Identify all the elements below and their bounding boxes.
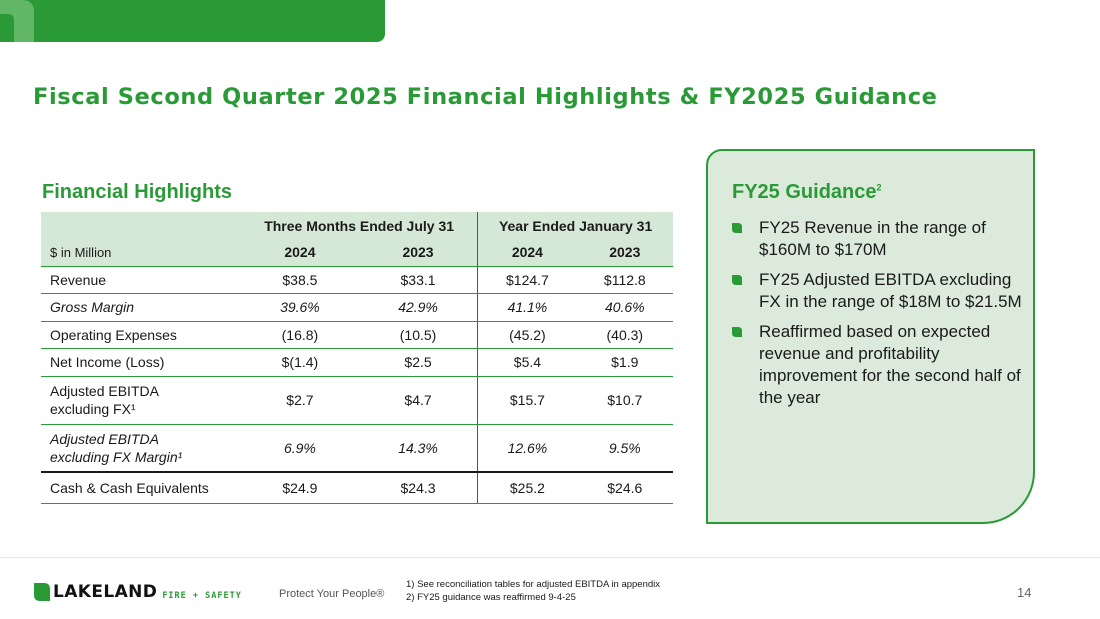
- year-header: 2024: [241, 239, 359, 266]
- table-cell: 14.3%: [359, 424, 478, 472]
- table-cell: 9.5%: [577, 424, 673, 472]
- guidance-item-text: FY25 Revenue in the range of $160M to $170M: [759, 218, 986, 259]
- table-cell: $10.7: [577, 376, 673, 424]
- group-header-year-ended: Year Ended January 31: [478, 212, 673, 239]
- header-cell-empty: [41, 212, 241, 239]
- table-row: [41, 424, 673, 472]
- logo-subtitle: FIRE + SAFETY: [162, 591, 242, 601]
- table-cell: $24.9: [241, 472, 359, 503]
- table-cell: $2.5: [359, 349, 478, 377]
- leaf-bullet-icon: [732, 275, 742, 285]
- header-accent-bar: [0, 0, 385, 42]
- row-label: Revenue: [41, 266, 241, 294]
- guidance-title-text: FY25 Guidance: [732, 181, 877, 203]
- leaf-bullet-icon: [732, 327, 742, 337]
- table-cell: 6.9%: [241, 424, 359, 472]
- table-row: [41, 472, 673, 503]
- table-cell: $15.7: [478, 376, 577, 424]
- footer-divider: [0, 557, 1100, 558]
- footnote: 2) FY25 guidance was reaffirmed 9-4-25: [406, 592, 576, 603]
- table-row: [41, 266, 673, 294]
- table-cell: $(1.4): [241, 349, 359, 377]
- year-header: 2023: [359, 239, 478, 266]
- year-header: 2023: [577, 239, 673, 266]
- table-cell: $25.2: [478, 472, 577, 503]
- row-label: [41, 424, 241, 472]
- table-cell: 41.1%: [478, 294, 577, 322]
- guidance-item: [732, 217, 1022, 261]
- row-label: [41, 376, 241, 424]
- financial-highlights-title: Financial Highlights: [42, 181, 233, 203]
- year-header: 2024: [478, 239, 577, 266]
- company-logo: [34, 582, 242, 602]
- table-year-header-row: [41, 239, 673, 266]
- table-cell: 39.6%: [241, 294, 359, 322]
- guidance-item: [732, 321, 1022, 409]
- row-label: Cash & Cash Equivalents: [41, 472, 241, 503]
- table-cell: (45.2): [478, 321, 577, 349]
- guidance-item-text: FY25 Adjusted EBITDA excluding FX in the range of $18M to $21.5M: [759, 270, 1022, 311]
- financial-highlights-table: [41, 212, 673, 504]
- table-cell: 42.9%: [359, 294, 478, 322]
- table-cell: (16.8): [241, 321, 359, 349]
- logo-corner-icon: [0, 0, 34, 42]
- row-label: Operating Expenses: [41, 321, 241, 349]
- footnotes: [406, 578, 660, 604]
- guidance-title: [732, 181, 882, 204]
- group-header-three-months: Three Months Ended July 31: [241, 212, 478, 239]
- table-cell: $33.1: [359, 266, 478, 294]
- guidance-footnote-marker: 2: [876, 182, 882, 193]
- table-cell: $24.3: [359, 472, 478, 503]
- guidance-item-text: Reaffirmed based on expected revenue and profitability improvement for the second half of the year: [759, 322, 1021, 407]
- table-row: [41, 376, 673, 424]
- footnote: 1) See reconciliation tables for adjusted EBITDA in appendix: [406, 579, 661, 590]
- table-group-header-row: [41, 212, 673, 239]
- row-label-line: excluding FX Margin¹: [50, 448, 183, 465]
- guidance-panel: [706, 149, 1035, 524]
- table-cell: $38.5: [241, 266, 359, 294]
- page-number: 14: [1017, 585, 1032, 600]
- logo-mark-icon: [34, 583, 50, 601]
- table-cell: $112.8: [577, 266, 673, 294]
- table-cell: 12.6%: [478, 424, 577, 472]
- table-cell: $24.6: [577, 472, 673, 503]
- guidance-list: [732, 217, 1022, 417]
- table-cell: $5.4: [478, 349, 577, 377]
- table-row: [41, 349, 673, 377]
- table-cell: (40.3): [577, 321, 673, 349]
- unit-label: $ in Million: [41, 239, 241, 266]
- logo-wordmark: LAKELAND: [53, 582, 158, 602]
- row-label-line: Adjusted EBITDA: [50, 430, 159, 447]
- table-cell: $2.7: [241, 376, 359, 424]
- row-label-line: excluding FX¹: [50, 401, 136, 417]
- page-title: Fiscal Second Quarter 2025 Financial Highlights & FY2025 Guidance: [33, 84, 938, 110]
- table-cell: $4.7: [359, 376, 478, 424]
- table-row: [41, 321, 673, 349]
- table-cell: $1.9: [577, 349, 673, 377]
- table-row: [41, 294, 673, 322]
- guidance-item: [732, 269, 1022, 313]
- table-cell: 40.6%: [577, 294, 673, 322]
- tagline: Protect Your People®: [279, 588, 385, 600]
- row-label: Gross Margin: [41, 294, 241, 322]
- leaf-bullet-icon: [732, 223, 742, 233]
- row-label: Net Income (Loss): [41, 349, 241, 377]
- row-label-line: Adjusted EBITDA: [50, 383, 159, 399]
- table-cell: (10.5): [359, 321, 478, 349]
- table-cell: $124.7: [478, 266, 577, 294]
